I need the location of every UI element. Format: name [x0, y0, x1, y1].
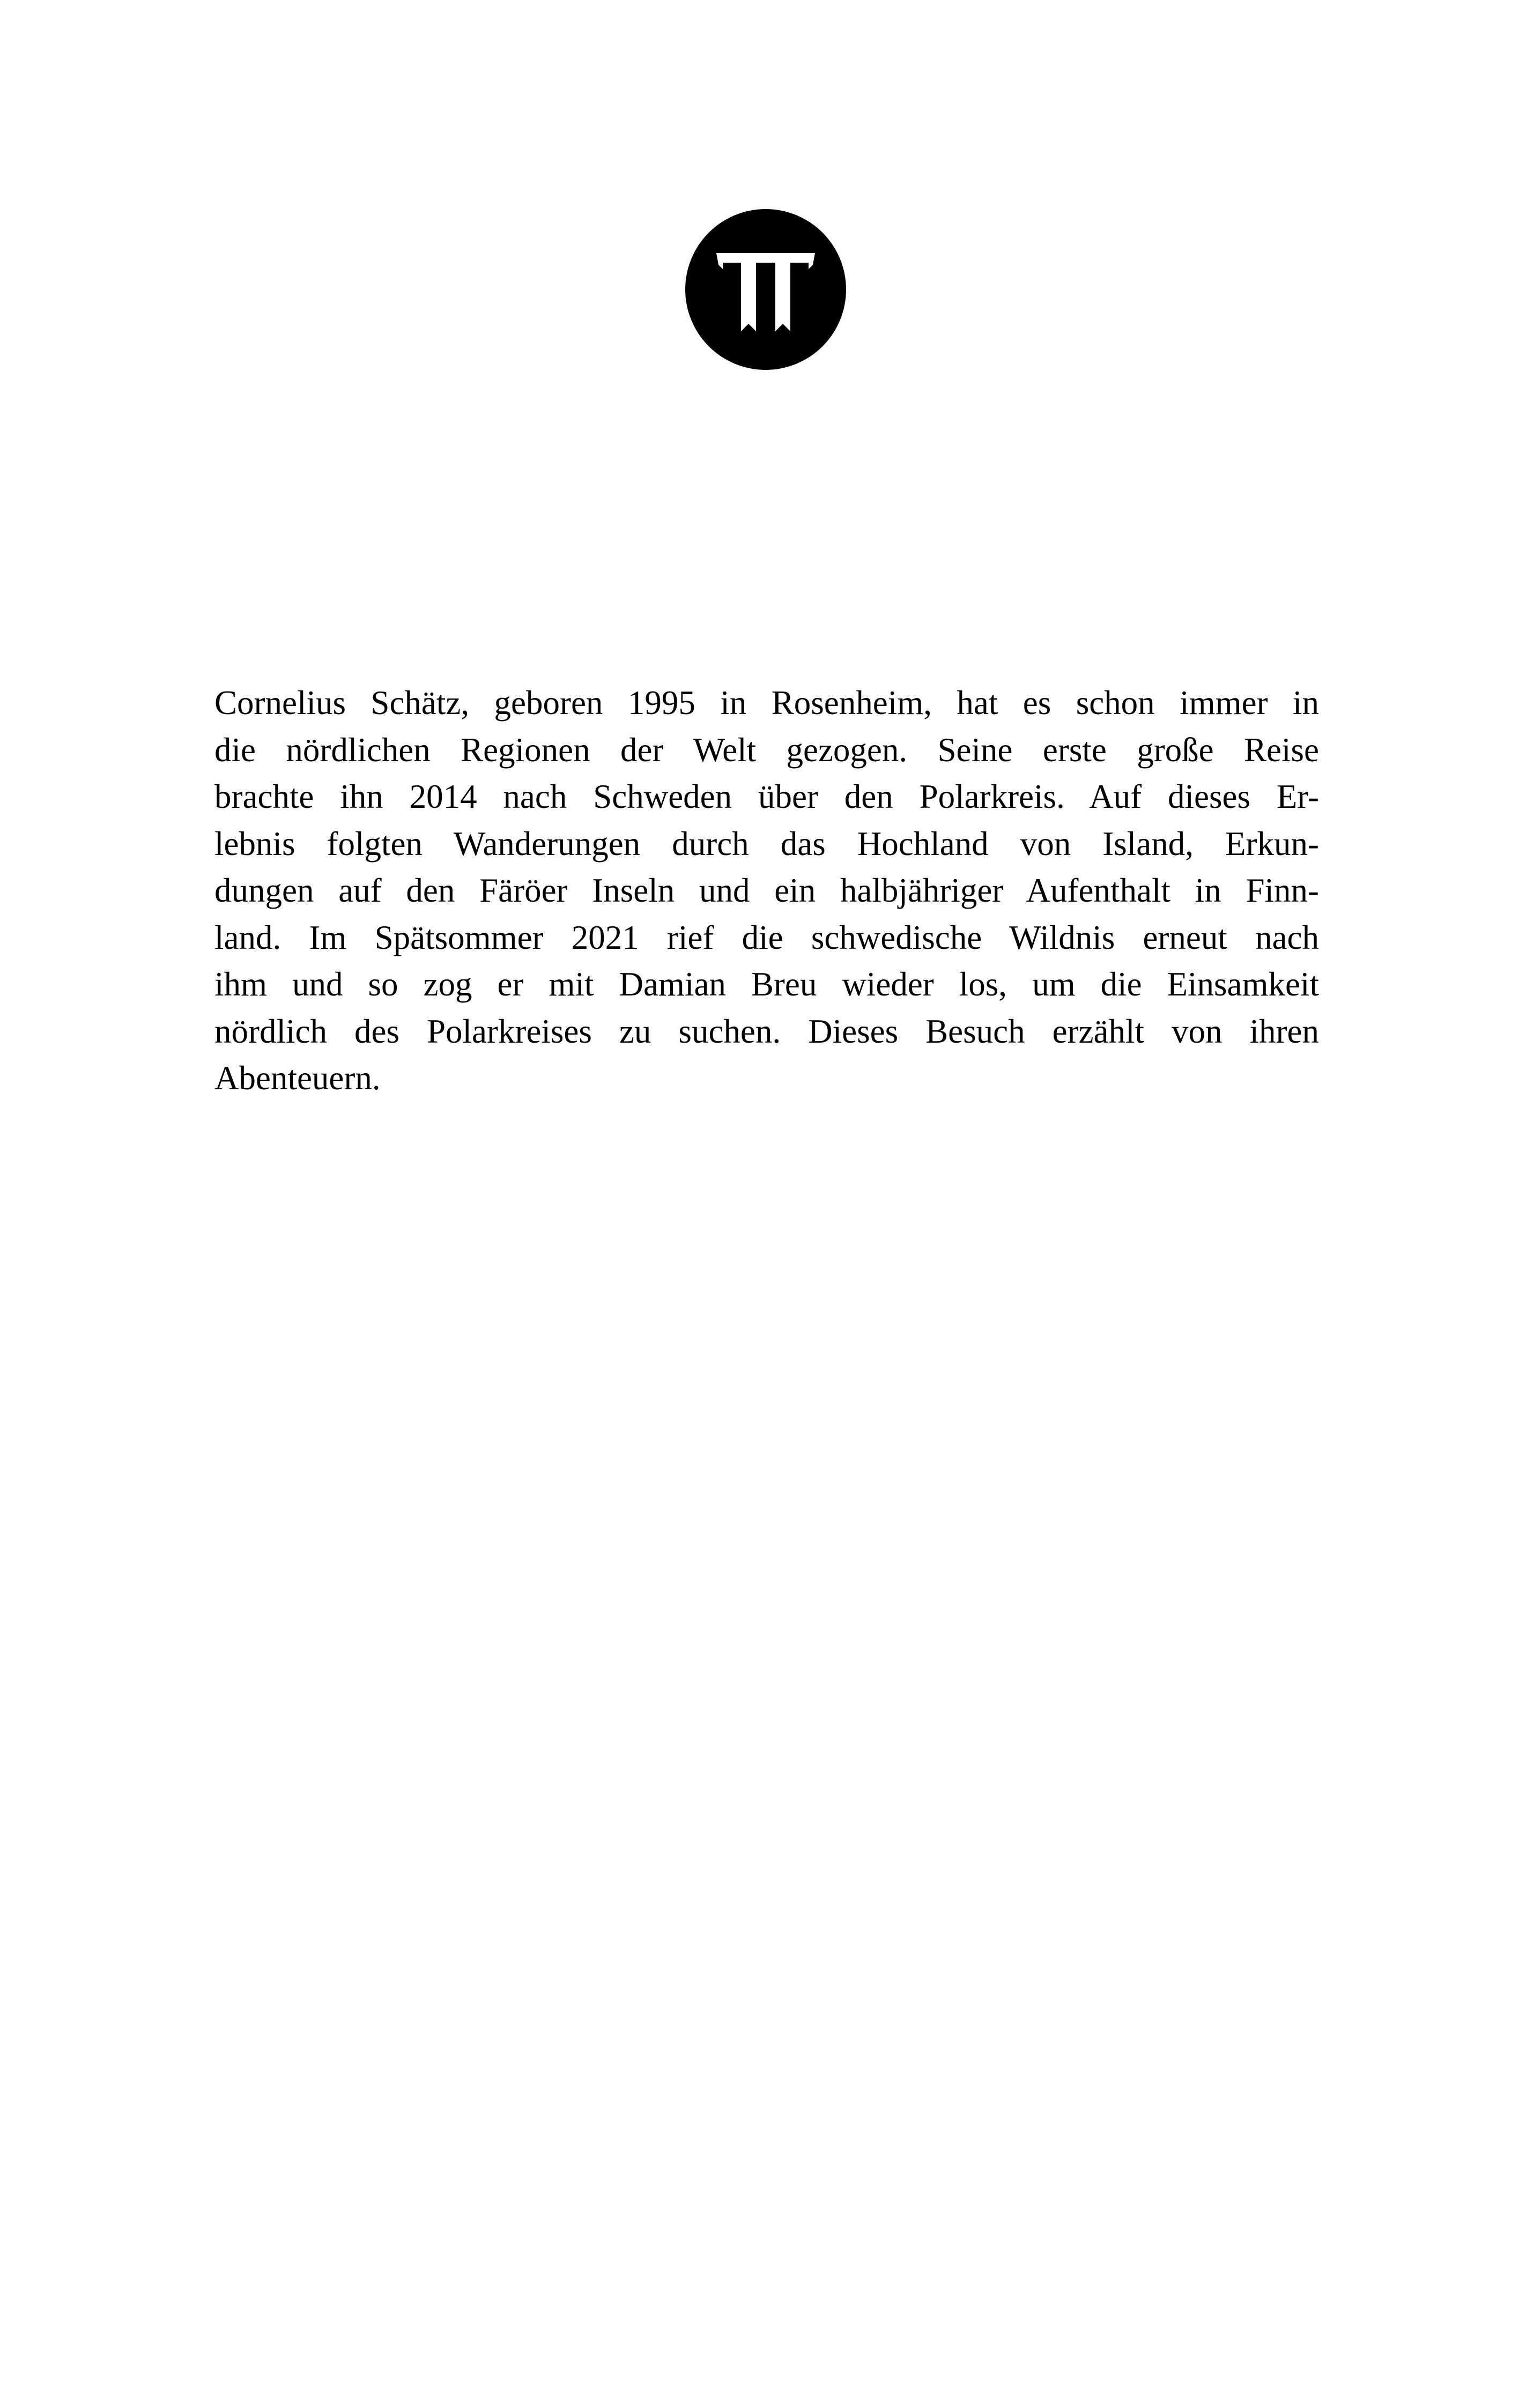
bio-line: nördlich des Polarkreises zu suchen. Dieses Besuch erzählt von ihren [214, 1012, 1319, 1050]
bio-line: Cornelius Schätz, geboren 1995 in Rosenheim, hat es schon immer in [214, 684, 1319, 722]
publisher-logo-svg [685, 209, 846, 370]
bio-line: lebnis folgten Wanderungen durch das Hochland von Island, Erkun- [214, 824, 1319, 863]
bio-line: die nördlichen Regionen der Welt gezogen. Seine erste große Reise [214, 731, 1319, 769]
author-biography [214, 680, 1319, 1102]
bio-line: land. Im Spätsommer 2021 rief die schwedische Wildnis erneut nach [214, 918, 1319, 956]
bio-line: brachte ihn 2014 nach Schweden über den Polarkreis. Auf dieses Er- [214, 778, 1319, 815]
bio-line: ihm und so zog er mit Damian Breu wieder los, um die Einsamkeit [214, 965, 1319, 1003]
bio-line: dungen auf den Färöer Inseln und ein halbjähriger Aufenthalt in Finn- [214, 872, 1319, 909]
bio-line-last: Abenteuern. [214, 1059, 381, 1097]
publisher-logo-icon [685, 209, 846, 370]
